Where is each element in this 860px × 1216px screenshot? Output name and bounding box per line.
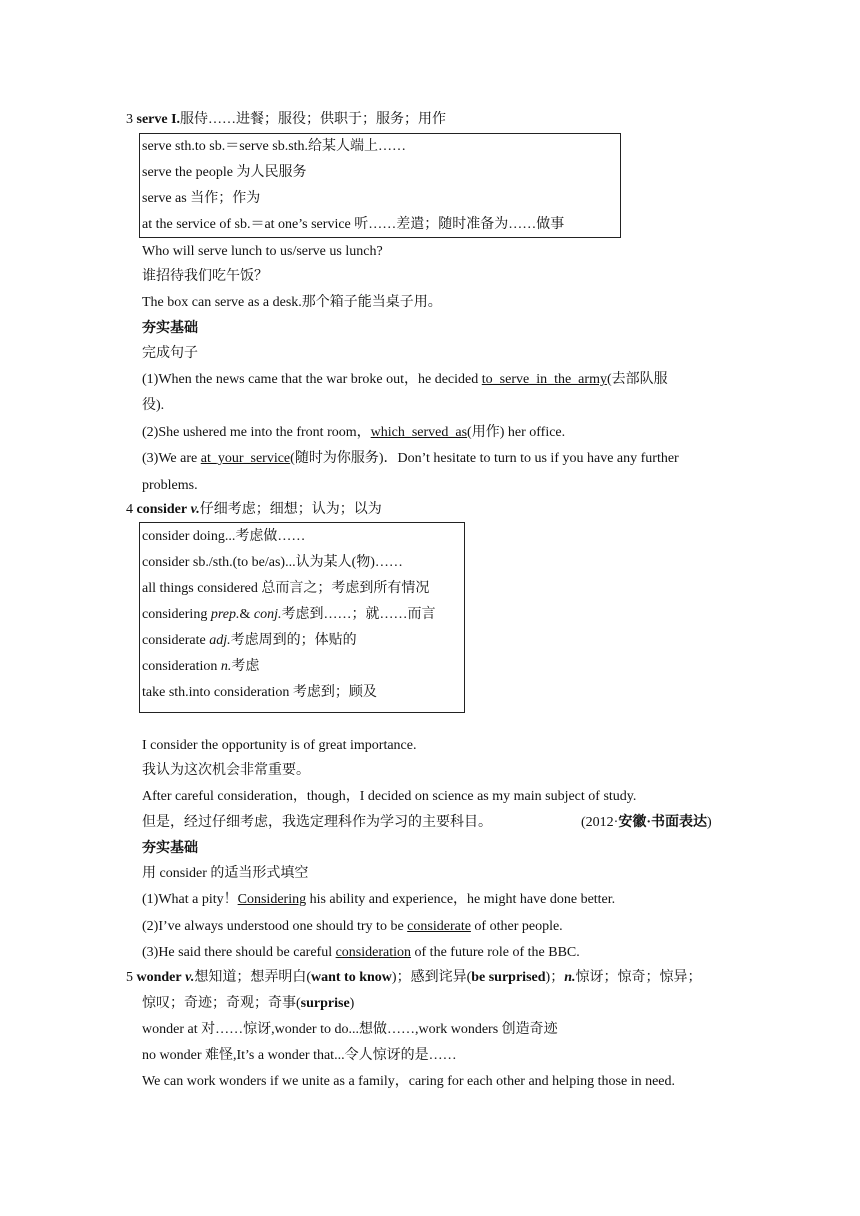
serve-phrase-box (139, 133, 621, 238)
entry-wonder-meaning-cont: 惊叹；奇迹；奇观；奇事(surprise) (142, 996, 355, 1011)
consider-phrase: considering prep.& conj.考虑到……；就……而言 (142, 607, 436, 622)
example-en: I consider the opportunity is of great importance. (142, 738, 417, 753)
consider-phrase: consideration n.考虑 (142, 659, 260, 674)
serve-phrase: at the service of sb.＝at one’s service 听……差遣；随时准备为……做事 (142, 217, 565, 232)
consider-phrase: considerate adj.考虑周到的；体贴的 (142, 633, 357, 648)
example-zh: 谁招待我们吃午饭？ (142, 269, 268, 284)
headword-wonder: wonder (136, 970, 182, 985)
exercise-item-cont: 役). (142, 398, 165, 413)
example-en: Who will serve lunch to us/serve us lunch? (142, 244, 383, 259)
consider-phrase: all things considered 总而言之；考虑到所有情况 (142, 581, 430, 596)
source-citation: (2012·安徽·书面表达) (581, 815, 712, 830)
example-zh: 但是，经过仔细考虑，我选定理科作为学习的主要科目。 (142, 815, 492, 830)
exercise-item: (2)I’ve always understood one should try to be considerate of other people. (142, 919, 563, 934)
example-en: After careful consideration，though，I decided on science as my main subject of study. (142, 789, 637, 804)
answer-blank: Considering (237, 892, 307, 907)
answer-blank: which_served_as (370, 425, 468, 440)
answer-blank: to_serve_in_the_army (481, 372, 607, 387)
exercise-item: (3)He said there should be careful consideration of the future role of the BBC. (142, 945, 580, 960)
headword-serve: serve (136, 112, 168, 127)
exercise-item: (3)We are at_your_service(随时为你服务)．Don’t hesitate to turn to us if you have any further (142, 451, 679, 466)
answer-blank: at_your_service (200, 451, 291, 466)
example-zh: 我认为这次机会非常重要。 (142, 763, 310, 778)
headword-consider: consider (136, 502, 188, 517)
example: The box can serve as a desk.那个箱子能当桌子用。 (142, 295, 442, 310)
consider-phrase-box (139, 522, 465, 713)
consider-phrase: take sth.into consideration 考虑到；顾及 (142, 685, 377, 700)
section-heading: 夯实基础 (142, 321, 198, 336)
section-heading: 夯实基础 (142, 841, 198, 856)
entry-wonder-heading: 5 wonder v.想知道；想弄明白(want to know)；感到诧异(be surprised)；n.惊讶；惊奇；惊异； (126, 970, 702, 985)
phrase-line: wonder at 对……惊讶,wonder to do...想做……,work wonders 创造奇迹 (142, 1022, 558, 1037)
task-instruction: 用 consider 的适当形式填空 (142, 866, 309, 881)
consider-phrase: consider sb./sth.(to be/as)...认为某人(物)…… (142, 555, 403, 570)
answer-blank: considerate (407, 919, 471, 934)
entry-serve-heading: 3 serve I.服侍……进餐；服役；供职于；服务；用作 (126, 112, 447, 127)
serve-phrase: serve as 当作；作为 (142, 191, 261, 206)
example-en: We can work wonders if we unite as a family，caring for each other and helping those in need. (142, 1074, 676, 1089)
entry-consider-heading: 4 consider v.仔细考虑；细想；认为；以为 (126, 502, 382, 517)
phrase-line: no wonder 难怪,It’s a wonder that...令人惊讶的是…… (142, 1048, 457, 1063)
exercise-item: (2)She ushered me into the front room，which_served_as(用作) her office. (142, 425, 566, 440)
answer-blank: consideration (335, 945, 412, 960)
exercise-item: (1)When the news came that the war broke out，he decided to_serve_in_the_army(去部队服 (142, 372, 668, 387)
serve-phrase: serve the people 为人民服务 (142, 165, 307, 180)
task-instruction: 完成句子 (142, 346, 198, 361)
consider-phrase: consider doing...考虑做…… (142, 529, 306, 544)
exercise-item: (1)What a pity！Considering his ability and experience，he might have done better. (142, 892, 616, 907)
serve-phrase: serve sth.to sb.＝serve sb.sth.给某人端上…… (142, 139, 407, 154)
exercise-item-cont: problems. (142, 478, 198, 493)
